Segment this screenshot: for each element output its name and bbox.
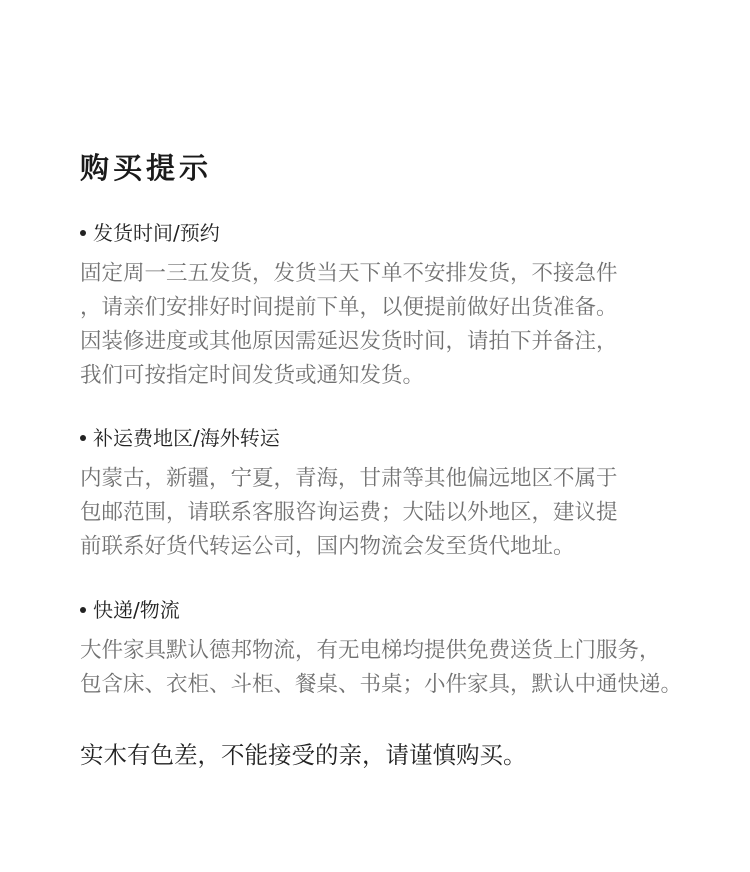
section-shipping-time — [80, 218, 618, 393]
body-line: ，请亲们安排好时间提前下单，以便提前做好出货准备。 — [80, 295, 618, 320]
bullet-icon — [80, 230, 86, 236]
heading-text: 发货时间/预约 — [93, 221, 220, 245]
body-line: 前联系好货代转运公司，国内物流会发至货代地址。 — [80, 534, 575, 559]
body-line: 固定周一三五发货，发货当天下单不安排发货，不接急件 — [80, 261, 618, 286]
body-line: 内蒙古，新疆，宁夏，青海，甘肃等其他偏远地区不属于 — [80, 466, 618, 491]
body-line: 包含床、衣柜、斗柜、餐桌、书桌；小件家具，默认中通快递。 — [80, 672, 683, 697]
section-heading — [80, 218, 618, 248]
heading-text: 快递/物流 — [93, 598, 180, 622]
body-line: 大件家具默认德邦物流，有无电梯均提供免费送货上门服务， — [80, 638, 661, 663]
body-line: 因装修进度或其他原因需延迟发货时间，请拍下并备注， — [80, 329, 618, 354]
bullet-icon — [80, 607, 86, 613]
section-heading — [80, 423, 618, 453]
bullet-icon — [80, 435, 86, 441]
section-logistics — [80, 595, 682, 702]
body-line: 包邮范围，请联系客服咨询运费；大陆以外地区，建议提 — [80, 500, 618, 525]
section-heading — [80, 595, 682, 625]
body-line: 我们可按指定时间发货或通知发货。 — [80, 363, 425, 388]
page-title: 购买提示 — [80, 151, 213, 185]
section-extra-freight — [80, 423, 618, 564]
color-difference-note: 实木有色差，不能接受的亲，请谨慎购买。 — [80, 741, 527, 769]
heading-text: 补运费地区/海外转运 — [93, 426, 280, 450]
